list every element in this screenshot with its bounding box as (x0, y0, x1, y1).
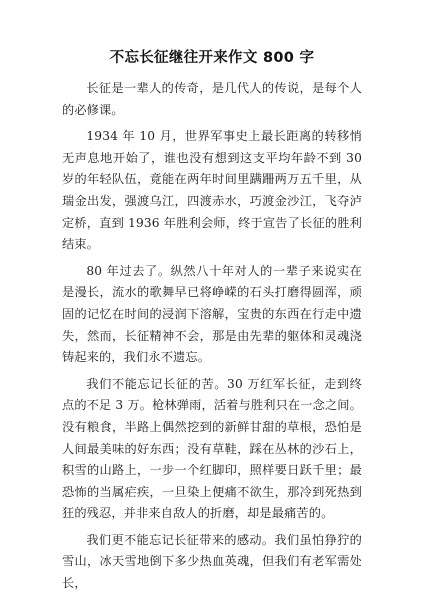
paragraph-3: 80 年过去了。纵然八十年对人的一辈子来说实在是漫长，流水的歌舞早已将峥嵘的石头打磨得圆浑，顽固的记忆在时间的浸润下溶解，宝贵的东西在行走中遗失，然而，长征精神不会，那是由先辈的躯体和灵魂浇铸起来的，我们永不遗忘。 (62, 263, 362, 365)
paragraph-4: 我们不能忘记长征的苦。30 万红军长征，走到终点的不足 3 万。枪林弹雨，活着与胜利只在一念之间。没有粮食，半路上偶然挖到的新鲜甘甜的草根，恐怕是人间最美味的好东西；没有草鞋，踩在丛林的沙石上，积雪的山路上，一步一个红脚印，照样要日跃千里；最恐怖的当属疟疾，一旦染上便痛不欲生，那冷到死热到狂的残忍，并非来自敌人的折磨，却是最痛苦的。 (62, 376, 362, 521)
paragraph-2: 1934 年 10 月，世界军事史上最长距离的转移悄无声息地开始了，谁也没有想到这支平均年龄不到 30 岁的年轻队伍，竟能在两年时间里蹒跚两万五千里，从瑞金出发，强渡乌江，四渡赤水，巧渡金沙江，飞夺泸定桥，直到 1936 年胜利会师，终于宣告了长征的胜利结束。 (62, 129, 362, 252)
paragraph-1: 长征是一辈人的传奇，是几代人的传说，是每个人的必修课。 (62, 81, 362, 117)
paragraph-5: 我们更不能忘记长征带来的感动。我们虽怕狰狞的雪山，冰天雪地倒下多少热血英魂，但我们有老军需处长， (62, 532, 362, 591)
document-title: 不忘长征继往开来作文 800 字 (109, 50, 315, 66)
